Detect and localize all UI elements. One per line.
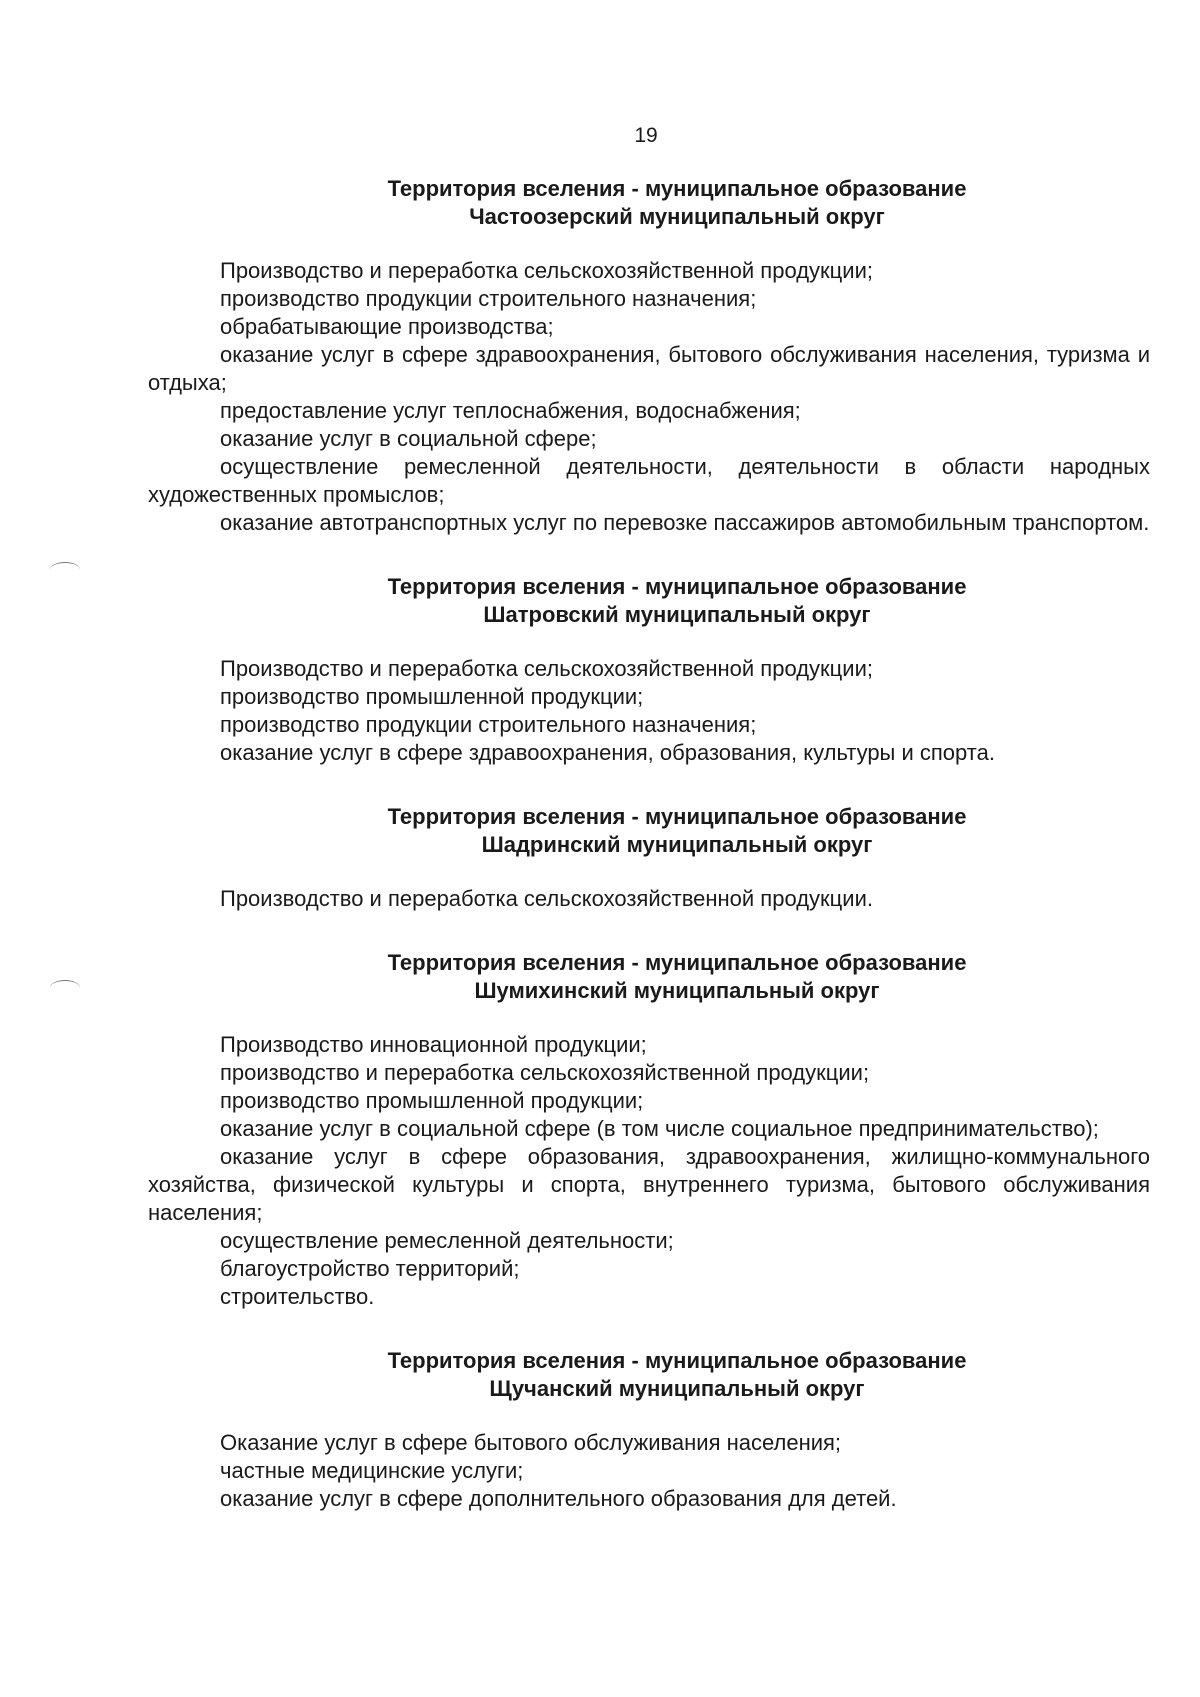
list-item: производство промышленной продукции; (220, 684, 644, 709)
section-shchuchansky (148, 1347, 1150, 1513)
list-item: предоставление услуг теплоснабжения, водоснабжения; (220, 398, 801, 423)
list-item: благоустройство территорий; (220, 1256, 520, 1281)
heading-line-1: Территория вселения - муниципальное образование (387, 574, 967, 599)
list-item: обрабатывающие производства; (220, 314, 554, 339)
list-item: оказание услуг в сфере здравоохранения, образования, культуры и спорта. (220, 740, 995, 765)
section-heading (204, 1347, 1150, 1403)
activity-list (148, 885, 1150, 913)
list-item: частные медицинские услуги; (220, 1458, 524, 1483)
activity-list (148, 257, 1150, 537)
list-item: осуществление ремесленной деятельности, деятельности в области народных художественных промыслов; (148, 454, 1150, 507)
list-item: оказание услуг в сфере дополнительного образования для детей. (220, 1486, 897, 1511)
section-heading (204, 175, 1150, 231)
section-heading (204, 803, 1150, 859)
list-item: Производство и переработка сельскохозяйственной продукции; (220, 656, 873, 681)
section-shatrovsky (148, 573, 1150, 767)
list-item: производство промышленной продукции; (220, 1088, 644, 1113)
list-item: осуществление ремесленной деятельности; (220, 1228, 674, 1253)
list-item: производство продукции строительного назначения; (220, 286, 757, 311)
list-item: производство продукции строительного назначения; (220, 712, 757, 737)
list-item: Производство и переработка сельскохозяйственной продукции; (220, 258, 873, 283)
section-chastoozersky (148, 175, 1150, 537)
section-heading (204, 949, 1150, 1005)
list-item: оказание услуг в социальной сфере; (220, 426, 597, 451)
document-body (148, 175, 1150, 1513)
heading-line-1: Территория вселения - муниципальное образование (387, 1348, 967, 1373)
heading-line-2: Шумихинский муниципальный округ (474, 978, 880, 1003)
heading-line-1: Территория вселения - муниципальное образование (387, 950, 967, 975)
list-item: Оказание услуг в сфере бытового обслуживания населения; (220, 1430, 842, 1455)
activity-list (148, 1429, 1150, 1513)
heading-line-2: Шадринский муниципальный округ (481, 832, 873, 857)
list-item: оказание услуг в сфере здравоохранения, бытового обслуживания населения, туризма и отдыха; (148, 342, 1150, 395)
heading-line-2: Шатровский муниципальный округ (483, 602, 871, 627)
list-item: оказание услуг в сфере образования, здравоохранения, жилищно-коммунального хозяйства, физической культуры и спорта, внутреннего туризма, бытового обслуживания населения; (148, 1144, 1150, 1225)
list-item: оказание услуг в социальной сфере (в том числе социальное предпринимательство); (220, 1116, 1099, 1141)
list-item: производство и переработка сельскохозяйственной продукции; (220, 1060, 870, 1085)
section-shadrinsky (148, 803, 1150, 913)
page-number: 19 (634, 124, 658, 147)
activity-list (148, 1031, 1150, 1311)
heading-line-1: Территория вселения - муниципальное образование (387, 176, 967, 201)
section-heading (204, 573, 1150, 629)
list-item: Производство инновационной продукции; (220, 1032, 647, 1057)
list-item: строительство. (220, 1284, 375, 1309)
list-item: Производство и переработка сельскохозяйственной продукции. (220, 886, 873, 911)
list-item: оказание автотранспортных услуг по перевозке пассажиров автомобильным транспортом. (220, 510, 1150, 535)
heading-line-2: Частоозерский муниципальный округ (469, 204, 885, 229)
scan-artifact-mark (50, 562, 80, 577)
heading-line-1: Территория вселения - муниципальное образование (387, 804, 967, 829)
activity-list (148, 655, 1150, 767)
section-shumikhinsky (148, 949, 1150, 1311)
heading-line-2: Щучанский муниципальный округ (489, 1376, 865, 1401)
scan-artifact-mark (50, 980, 80, 995)
